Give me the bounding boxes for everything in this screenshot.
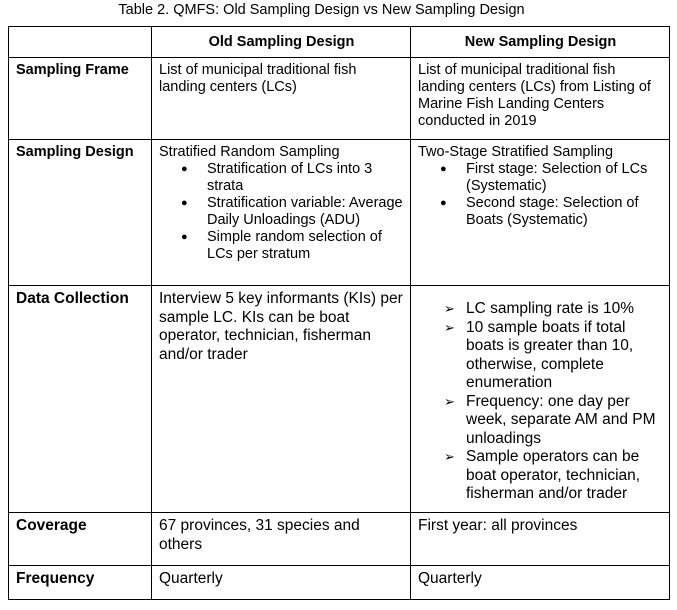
row-sampling-frame (9, 58, 670, 140)
row-data-collection (9, 286, 670, 513)
cell-collection-new (411, 286, 670, 513)
cell-frame-old: List of municipal traditional fish landing centers (LCs) (152, 58, 411, 140)
label-sampling-design: Sampling Design (9, 140, 152, 286)
list-item: ➢ Frequency: one day per week, separate AM and PM unloadings (418, 393, 663, 449)
row-coverage (9, 513, 670, 566)
cell-coverage-old: 67 provinces, 31 species and others (152, 513, 411, 566)
label-sampling-frame: Sampling Frame (9, 58, 152, 140)
comparison-table (8, 26, 670, 600)
cell-design-old (152, 140, 411, 286)
design-new-list (418, 161, 663, 229)
design-new-intro: Two-Stage Stratified Sampling (418, 144, 614, 160)
label-data-collection: Data Collection (9, 286, 152, 513)
label-coverage: Coverage (9, 513, 152, 566)
collection-new-list (418, 300, 663, 504)
list-item: ● First stage: Selection of LCs (Systematic) (418, 161, 663, 195)
header-row (9, 27, 670, 58)
cell-coverage-new: First year: all provinces (411, 513, 670, 566)
cell-design-new (411, 140, 670, 286)
design-old-intro: Stratified Random Sampling (159, 144, 340, 160)
list-item: ● Simple random selection of LCs per stratum (159, 229, 404, 263)
header-old-design: Old Sampling Design (152, 27, 411, 58)
label-frequency: Frequency (9, 566, 152, 600)
cell-frame-new: List of municipal traditional fish landing centers (LCs) from Listing of Marine Fish Landing Centers conducted in 2019 (411, 58, 670, 140)
cell-frequency-old: Quarterly (152, 566, 411, 600)
list-item: ● Second stage: Selection of Boats (Systematic) (418, 195, 663, 229)
header-empty-cell (9, 27, 152, 58)
cell-frequency-new: Quarterly (411, 566, 670, 600)
row-frequency (9, 566, 670, 600)
list-item: ● Stratification variable: Average Daily Unloadings (ADU) (159, 195, 404, 229)
cell-collection-old: Interview 5 key informants (KIs) per sample LC. KIs can be boat operator, technician, fisherman and/or trader (152, 286, 411, 513)
row-sampling-design (9, 140, 670, 286)
header-new-design: New Sampling Design (411, 27, 670, 58)
list-item: ➢ Sample operators can be boat operator, technician, fisherman and/or trader (418, 448, 663, 504)
design-old-list (159, 161, 404, 263)
list-item: ➢ 10 sample boats if total boats is greater than 10, otherwise, complete enumeration (418, 319, 663, 393)
table-caption: Table 2. QMFS: Old Sampling Design vs New Sampling Design (118, 2, 525, 18)
list-item: ➢ LC sampling rate is 10% (418, 300, 663, 319)
list-item: ● Stratification of LCs into 3 strata (159, 161, 404, 195)
